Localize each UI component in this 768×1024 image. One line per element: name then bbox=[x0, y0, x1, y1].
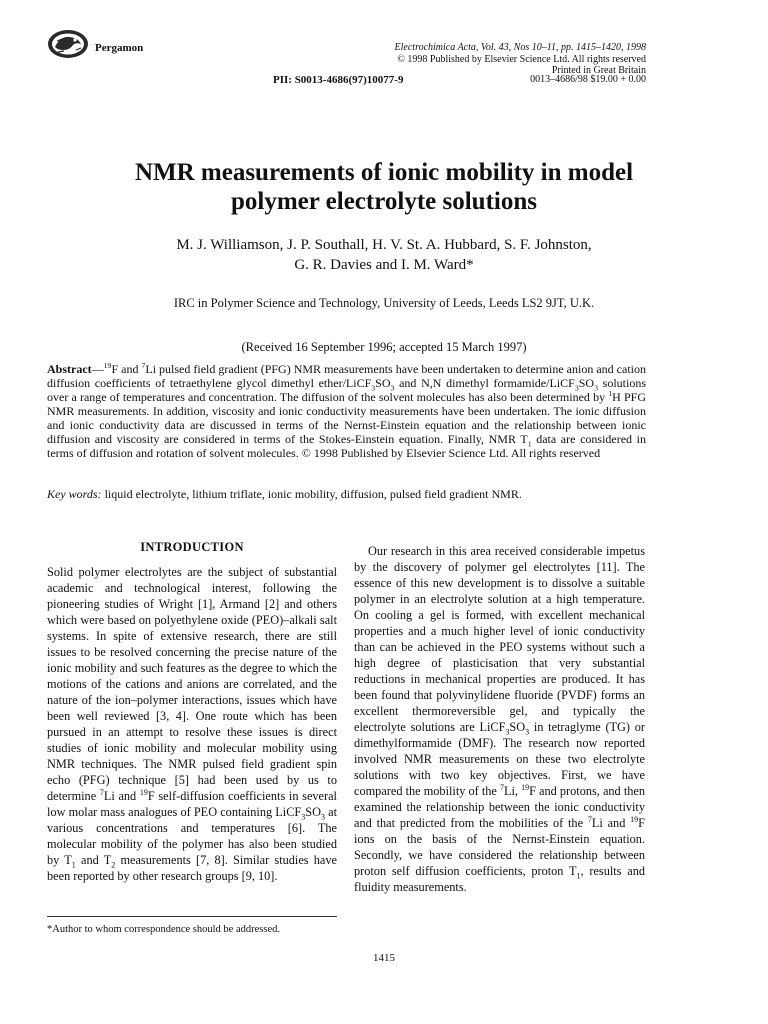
title-line-2: polymer electrolyte solutions bbox=[231, 188, 537, 215]
abstract-text: data are considered in terms of diffusion and rotation of solvent molecules. © 1998 Published by Elsevier Science Ltd. All rights reserved bbox=[47, 432, 646, 460]
body-sub: 3 bbox=[525, 727, 530, 737]
section-heading-introduction: INTRODUCTION bbox=[140, 540, 244, 554]
publisher-logo-icon bbox=[46, 28, 90, 60]
body-text: , results and fluidity measurements. bbox=[354, 864, 645, 894]
abstract-sup: 1 bbox=[608, 389, 613, 398]
abstract-sub: 3 bbox=[574, 383, 579, 393]
abstract-text: F and bbox=[111, 362, 142, 376]
body-sub: 3 bbox=[320, 812, 325, 822]
body-text: in tetraglyme (TG) or dimethylformamide (DMF). The research now reported involved NMR measurements on these two electrolyte solutions with two key objectives. First, we have compared the mobility of the bbox=[354, 720, 645, 798]
keywords bbox=[47, 487, 646, 502]
body-sup: 19 bbox=[521, 782, 530, 792]
body-text: Our research in this area received considerable impetus by the discovery of polymer gel electrolytes [11]. The essence of this new development is to dissolve a suitable polymer in an electrolyte solution at a high temperature. On cooling a gel is formed, with excellent mechanical properties and a much higher level of ionic conductivity than can be achieved in the PEO systems without such a high degree of plasticisation that very substantial reductions in mechanical properties are produced. It has been found that polyvinylidene fluoride (PVDF) forms an excellent thermoreversible gel, and typically the electrolyte solutions are LiCF bbox=[354, 544, 645, 734]
abstract bbox=[47, 362, 646, 460]
left-column-paragraph bbox=[47, 564, 337, 884]
issn: 0013–4686/98 $19.00 + 0.00 bbox=[530, 74, 646, 85]
received-dates: (Received 16 September 1996; accepted 15 March 1997) bbox=[241, 340, 527, 354]
journal-citation bbox=[316, 42, 646, 77]
abstract-sub: 3 bbox=[390, 383, 395, 393]
abstract-text: SO bbox=[578, 376, 595, 390]
abstract-sup: 7 bbox=[141, 361, 146, 370]
abstract-sup: 19 bbox=[103, 361, 112, 370]
body-text: F ions on the basis of the Nernst-Einstein equation. Secondly, we have considered the relationship between proton self diffusion coefficients, proton T bbox=[354, 816, 645, 878]
abstract-sub: 1 bbox=[527, 439, 532, 449]
body-sup: 7 bbox=[99, 787, 104, 797]
body-text: Li, bbox=[503, 784, 522, 798]
body-sub: 2 bbox=[111, 860, 116, 870]
pii: PII: S0013-4686(97)10077-9 bbox=[273, 74, 404, 86]
body-sup: 7 bbox=[499, 782, 504, 792]
publisher-name: Pergamon bbox=[95, 42, 144, 54]
journal-line-1: Electrochimica Acta, Vol. 43, Nos 10–11, pp. 1415–1420, 1998 bbox=[394, 42, 646, 53]
body-text: SO bbox=[509, 720, 526, 734]
abstract-text: SO bbox=[375, 376, 391, 390]
body-sub: 1 bbox=[576, 871, 581, 881]
body-text: Li and bbox=[103, 789, 140, 803]
body-sup: 7 bbox=[587, 814, 592, 824]
body-text: Solid polymer electrolytes are the subject of substantial academic and technological interest, following the pioneering studies of Wright [1], Armand [2] and others which were based on polyethylene oxide (PEO)–alkali salt systems. In spite of extensive research, there are still issues to be resolved concerning the precise nature of the ionic mobility and such features as the degree to which the motions of the cations and anions are correlated, and the nature of the ion–polymer interactions, issues which have been well reviewed [3, 4]. One route which has been pursued in an attempt to resolve these issues is direct studies of ionic mobility and molecular mobility using NMR techniques. The NMR pulsed field gradient spin echo (PFG) technique [5] had been used by us to determine bbox=[47, 565, 337, 803]
body-sub: 3 bbox=[301, 812, 306, 822]
abstract-text: and N,N dimethyl formamide/LiCF bbox=[394, 376, 575, 390]
footnote: *Author to whom correspondence should be addressed. bbox=[47, 924, 280, 935]
keywords-label: Key words: bbox=[47, 487, 102, 501]
title-line-1: NMR measurements of ionic mobility in model bbox=[134, 159, 634, 186]
body-sub: 3 bbox=[505, 727, 510, 737]
body-text: F and protons, and then examined the relationship between the ionic conductivity and that predicted from the mobilities of the bbox=[354, 784, 645, 830]
affiliation: IRC in Polymer Science and Technology, University of Leeds, Leeds LS2 9JT, U.K. bbox=[173, 296, 595, 310]
body-sup: 19 bbox=[139, 787, 148, 797]
authors-line-1: M. J. Williamson, J. P. Southall, H. V. St. A. Hubbard, S. F. Johnston, bbox=[176, 237, 592, 253]
body-text: Li and bbox=[591, 816, 631, 830]
body-sup: 19 bbox=[630, 814, 639, 824]
body-text: and T bbox=[75, 853, 112, 867]
journal-line-2: © 1998 Published by Elsevier Science Ltd. All rights reserved bbox=[397, 53, 646, 65]
body-text: at various concentrations and temperatures [6]. The molecular mobility of the polymer has also been studied by T bbox=[47, 805, 338, 867]
abstract-text: H PFG NMR measurements. In addition, viscosity and ionic conductivity measurements have been undertaken. The ionic diffusion and ionic conductivity data are discussed in terms of the Nernst-Einstein equation and the relationship between ionic diffusion and viscosity are considered in terms of the Stokes-Einstein equation. Finally, NMR T bbox=[47, 390, 646, 446]
abstract-label: Abstract bbox=[47, 362, 92, 376]
abstract-sub: 3 bbox=[594, 383, 598, 393]
abstract-sub: 3 bbox=[371, 383, 376, 393]
keywords-text: liquid electrolyte, lithium triflate, ionic mobility, diffusion, pulsed field gradient NMR. bbox=[101, 487, 522, 501]
body-text: measurements [7, 8]. Similar studies have been reported by other research groups [9, 10]. bbox=[47, 853, 337, 883]
body-text: SO bbox=[305, 805, 321, 819]
paper-title bbox=[30, 158, 738, 216]
body-sub: 1 bbox=[71, 860, 76, 870]
abstract-text: Li pulsed field gradient (PFG) NMR measurements have been undertaken to determine anion and cation diffusion coefficients of tetraethylene glycol dimethyl ether/LiCF bbox=[47, 362, 646, 390]
authors-line-2: G. R. Davies and I. M. Ward* bbox=[294, 257, 474, 273]
body-text: F self-diffusion coefficients in several low molar mass analogues of PEO containing LiCF bbox=[47, 789, 337, 819]
right-column-paragraph bbox=[354, 543, 645, 895]
abstract-text: solutions over a range of temperatures and concentration. The diffusion of the solvent molecules has also been determined by bbox=[47, 376, 646, 404]
footnote-divider bbox=[47, 916, 337, 917]
author-list bbox=[30, 235, 738, 275]
page-number: 1415 bbox=[373, 952, 395, 964]
abstract-text: — bbox=[91, 362, 104, 376]
journal-line-3: Printed in Great Britain bbox=[551, 65, 646, 76]
